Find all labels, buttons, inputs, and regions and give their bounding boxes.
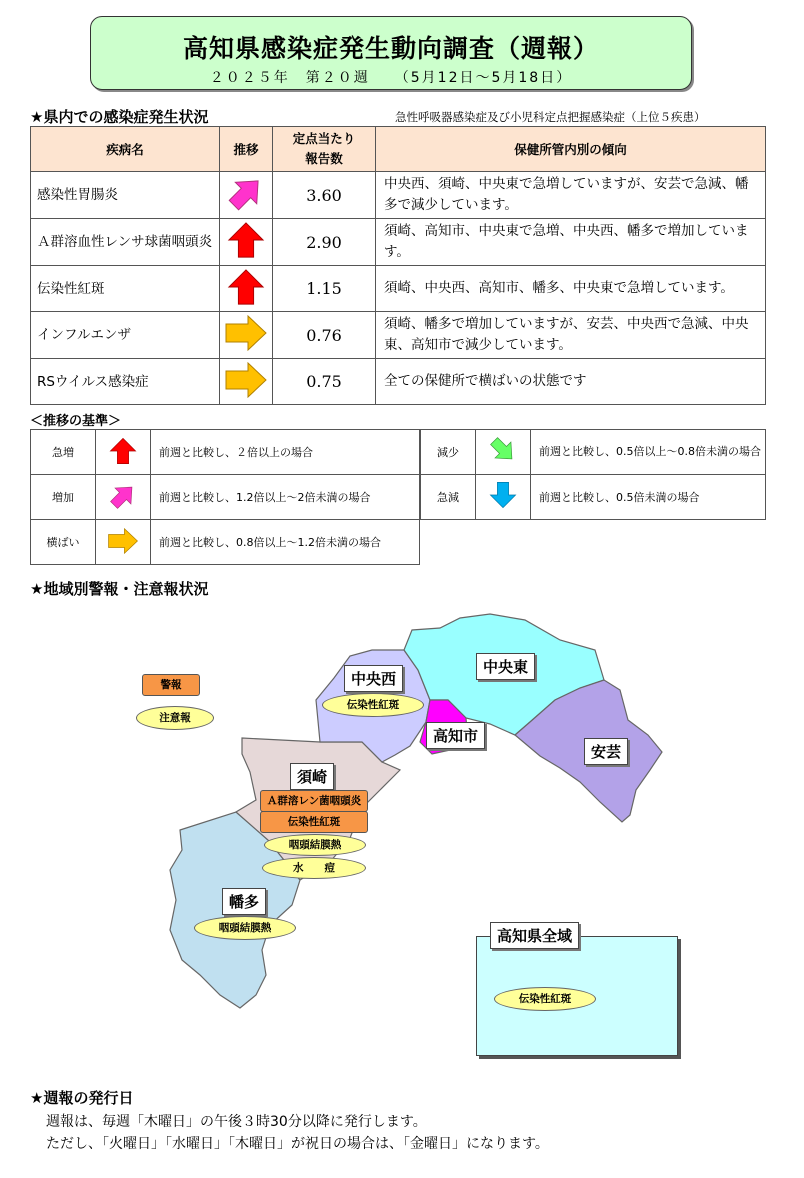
rapid-increase-arrow-icon (226, 221, 266, 259)
advisory-hata-pcf: 咽頭結膜熱 (194, 916, 296, 940)
advisory-chuo-nishi: 伝染性紅斑 (322, 693, 424, 717)
criteria-desc: 前週と比較し、0.5倍未満の場合 (531, 475, 766, 520)
increase-arrow-icon (226, 174, 266, 212)
criteria-desc: 前週と比較し、0.5倍以上～0.8倍未満の場合 (531, 430, 766, 475)
footer-line1: 週報は、毎週「木曜日」の午後３時30分以降に発行します。 (46, 1114, 427, 1130)
disease-name: 伝染性紅斑 (31, 266, 220, 312)
trend-cell (220, 266, 273, 312)
criteria-label: 減少 (421, 430, 476, 475)
flat-arrow-icon (106, 528, 140, 554)
region-label-pref: 高知県全域 (490, 922, 579, 949)
criteria-row (31, 430, 420, 475)
trend-cell (220, 172, 273, 219)
trend-cell (220, 312, 273, 359)
report-count: 3.60 (273, 172, 376, 219)
region-label-aki: 安芸 (584, 738, 628, 765)
section-note: 急性呼吸器感染症及び小児科定点把握感染症（上位５疾患） (395, 110, 706, 124)
disease-name: 感染性胃腸炎 (31, 172, 220, 219)
section-title-status: ★県内での感染症発生状況 (30, 108, 209, 126)
criteria-label: 横ばい (31, 520, 96, 565)
criteria-label: 急増 (31, 430, 96, 475)
report-count: 0.75 (273, 359, 376, 405)
criteria-row (421, 475, 766, 520)
disease-table (30, 126, 766, 405)
report-count: 0.76 (273, 312, 376, 359)
footer-line2: ただし、「火曜日」「水曜日」「木曜日」が祝日の場合は、「金曜日」になります。 (46, 1136, 549, 1152)
criteria-desc: 前週と比較し、0.8倍以上～1.2倍未満の場合 (151, 520, 420, 565)
disease-name: Ａ群溶血性レンサ球菌咽頭炎 (31, 219, 220, 266)
col-trend-desc: 保健所管内別の傾向 (376, 127, 766, 172)
table-row (31, 172, 766, 219)
criteria-table-right (420, 429, 766, 520)
decrease-arrow-icon (488, 436, 518, 464)
trend-description: 全ての保健所で横ばいの状態です (376, 359, 766, 405)
criteria-icon-cell (96, 430, 151, 475)
disease-name: インフルエンザ (31, 312, 220, 359)
region-label-kochi-city: 高知市 (426, 722, 485, 749)
report-count: 2.90 (273, 219, 376, 266)
rapid-decrease-arrow-icon (488, 481, 518, 509)
rapid-increase-arrow-icon (226, 268, 266, 306)
trend-description: 須崎、中央西、高知市、幡多、中央東で急増しています。 (376, 266, 766, 312)
report-count: 1.15 (273, 266, 376, 312)
legend-warning: 警報 (142, 674, 200, 696)
criteria-icon-cell (476, 475, 531, 520)
flat-arrow-icon (224, 315, 268, 351)
trend-cell (220, 219, 273, 266)
trend-description: 須崎、幡多で増加していますが、安芸、中央西で急減、中央東、高知市で減少しています。 (376, 312, 766, 359)
criteria-row (31, 475, 420, 520)
table-row (31, 359, 766, 405)
rapid-increase-arrow-icon (108, 437, 138, 465)
criteria-desc: 前週と比較し、1.2倍以上～2倍未満の場合 (151, 475, 420, 520)
criteria-icon-cell (96, 520, 151, 565)
legend-advisory: 注意報 (136, 706, 214, 730)
criteria-icon-cell (476, 430, 531, 475)
increase-arrow-icon (108, 482, 138, 510)
criteria-label: 急減 (421, 475, 476, 520)
advisory-pref-erythema: 伝染性紅斑 (494, 987, 596, 1011)
warning-susaki-strep: Ａ群溶レン菌咽頭炎 (260, 790, 368, 812)
section-title-regional: ★地域別警報・注意報状況 (30, 580, 209, 598)
criteria-desc: 前週と比較し、２倍以上の場合 (151, 430, 420, 475)
criteria-row (421, 430, 766, 475)
advisory-susaki-varicella: 水 痘 (262, 857, 366, 879)
table-header-row (31, 127, 766, 172)
table-row (31, 266, 766, 312)
table-row (31, 312, 766, 359)
criteria-table-left (30, 429, 420, 565)
trend-cell (220, 359, 273, 405)
trend-description: 須崎、高知市、中央東で急増、中央西、幡多で増加しています。 (376, 219, 766, 266)
col-count: 定点当たり 報告数 (273, 127, 376, 172)
disease-name: RSウイルス感染症 (31, 359, 220, 405)
criteria-icon-cell (96, 475, 151, 520)
advisory-susaki-pcf: 咽頭結膜熱 (264, 834, 366, 856)
region-label-hata: 幡多 (222, 888, 266, 915)
criteria-title: ＜推移の基準＞ (30, 414, 122, 429)
region-label-chuo-nishi: 中央西 (344, 665, 403, 692)
criteria-row (31, 520, 420, 565)
report-header (90, 16, 692, 90)
criteria-label: 増加 (31, 475, 96, 520)
report-title: 高知県感染症発生動向調査（週報） (182, 34, 599, 63)
flat-arrow-icon (224, 362, 268, 398)
table-row (31, 219, 766, 266)
col-trend: 推移 (220, 127, 273, 172)
region-label-susaki: 須崎 (290, 763, 334, 790)
footer-title: ★週報の発行日 (30, 1089, 134, 1107)
report-period: ２０２５年 第２０週 （5月12日～5月18日） (209, 70, 573, 86)
col-disease: 疾病名 (31, 127, 220, 172)
trend-description: 中央西、須崎、中央東で急増していますが、安芸で急減、幡多で減少しています。 (376, 172, 766, 219)
region-label-chuo-higashi: 中央東 (476, 653, 535, 680)
warning-susaki-erythema: 伝染性紅斑 (260, 811, 368, 833)
